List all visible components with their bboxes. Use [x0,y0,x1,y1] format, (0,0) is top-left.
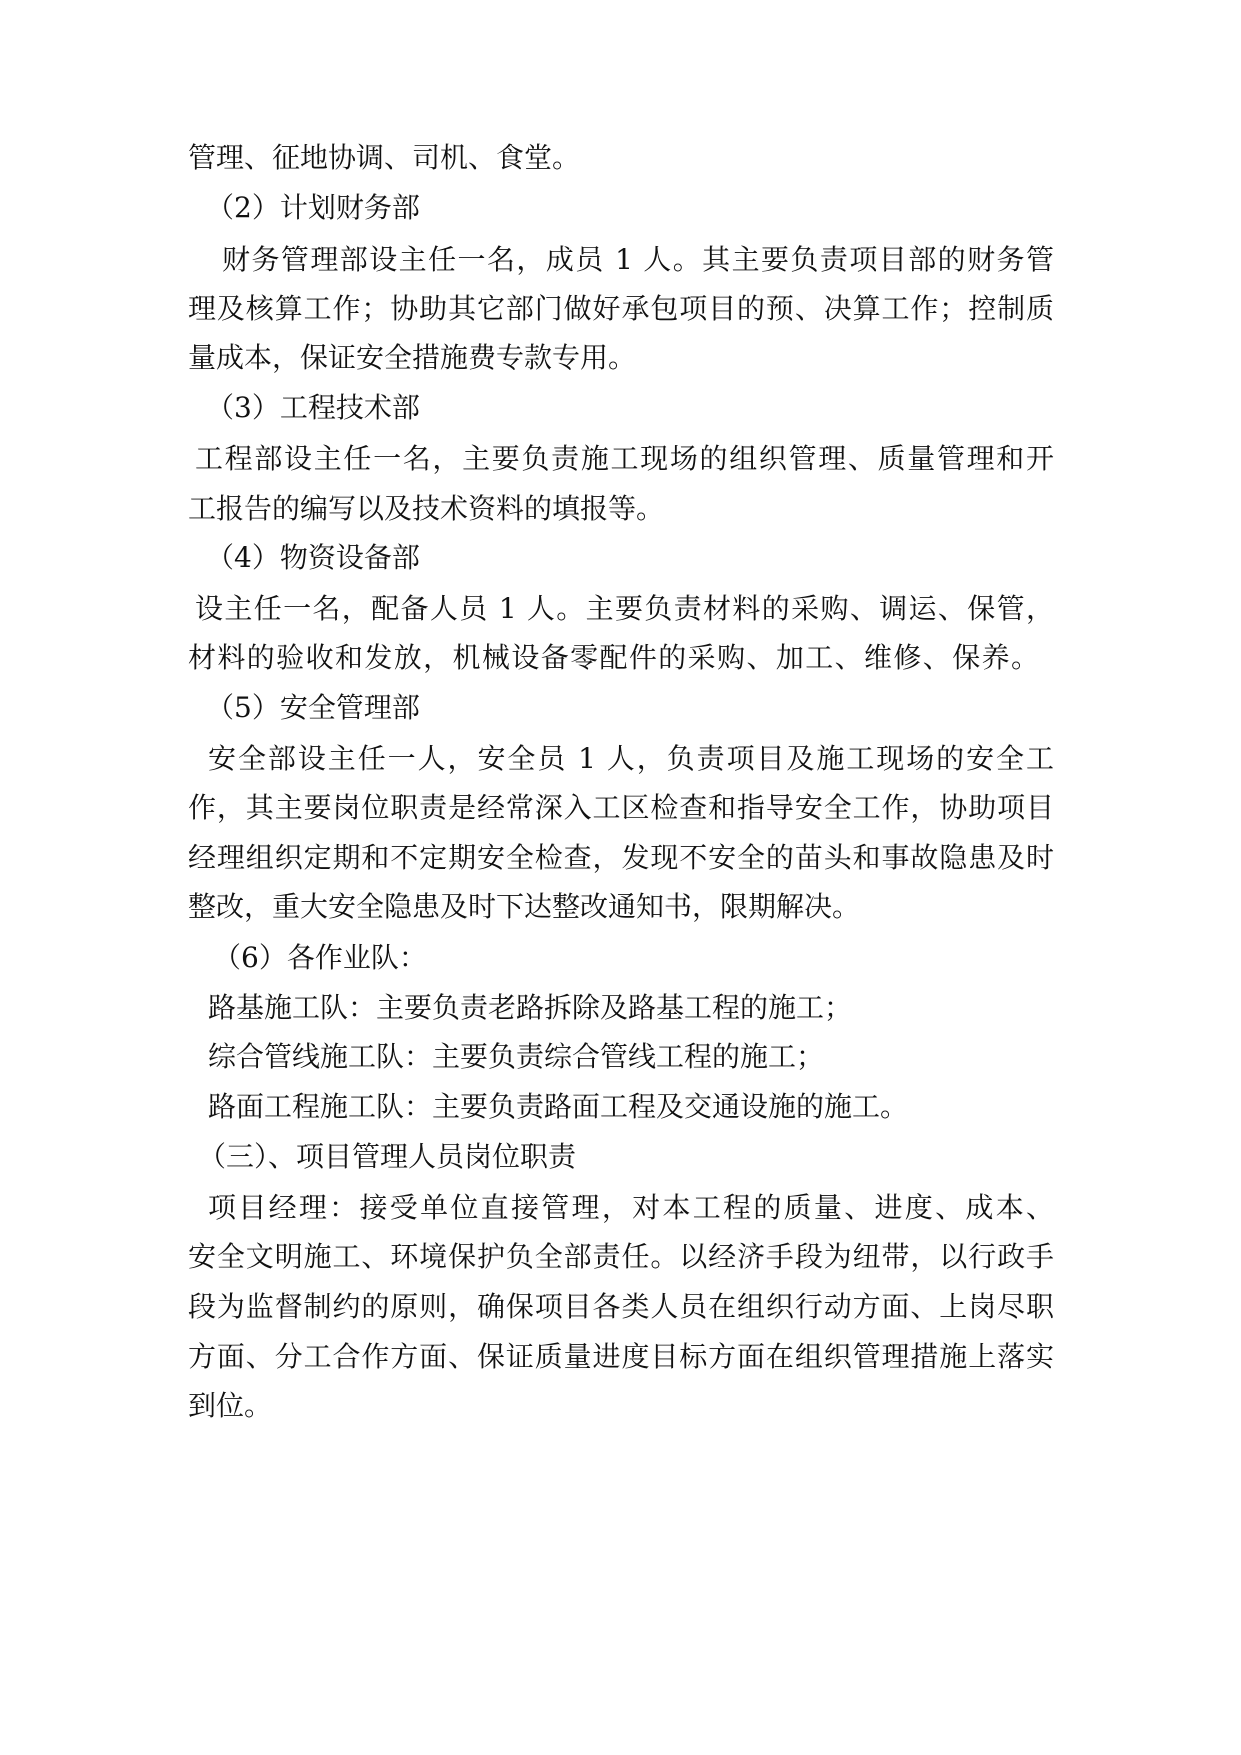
text-line-19: 综合管线施工队：主要负责综合管线工程的施工； [208,1040,825,1073]
text-line-14: 作，其主要岗位职责是经常深入工区检查和指导安全工作，协助项目 [188,791,1054,824]
section-heading-work-teams: （6）各作业队： [213,941,427,974]
text-line-25: 方面、分工合作方面、保证质量进度目标方面在组织管理措施上落实 [188,1340,1054,1373]
text-line-11: 材料的验收和发放，机械设备零配件的采购、加工、维修、保养。 [188,641,1039,674]
text-line-3: 财务管理部设主任一名，成员 1 人。其主要负责项目部的财务管 [222,243,1054,276]
text-line-4: 理及核算工作；协助其它部门做好承包项目的预、决算工作；控制质 [188,292,1054,325]
text-line-8: 工报告的编写以及技术资料的填报等。 [188,492,665,525]
text-line-15: 经理组织定期和不定期安全检查，发现不安全的苗头和事故隐患及时 [188,841,1054,874]
text-line-7: 工程部设主任一名，主要负责施工现场的组织管理、质量管理和开 [195,442,1054,475]
section-heading-engineering: （3）工程技术部 [206,391,420,424]
text-line-24: 段为监督制约的原则，确保项目各类人员在组织行动方面、上岗尽职 [188,1290,1054,1323]
section-heading-materials: （4）物资设备部 [206,541,420,574]
section-heading-safety: （5）安全管理部 [206,691,420,724]
text-line-5: 量成本，保证安全措施费专款专用。 [188,341,637,374]
text-line-18: 路基施工队：主要负责老路拆除及路基工程的施工； [208,991,853,1024]
text-line-10: 设主任一名，配备人员 1 人。主要负责材料的采购、调运、保管， [195,592,1054,625]
text-line-1: 管理、征地协调、司机、食堂。 [188,141,581,174]
text-line-13: 安全部设主任一人，安全员 1 人，负责项目及施工现场的安全工 [208,742,1054,775]
section-heading-responsibilities: （三）、项目管理人员岗位职责 [198,1140,577,1173]
text-line-23: 安全文明施工、环境保护负全部责任。以经济手段为纽带，以行政手 [188,1240,1054,1273]
text-line-22: 项目经理：接受单位直接管理，对本工程的质量、进度、成本、 [208,1191,1054,1224]
text-line-16: 整改，重大安全隐患及时下达整改通知书，限期解决。 [188,890,861,923]
text-line-20: 路面工程施工队：主要负责路面工程及交通设施的施工。 [208,1090,909,1123]
text-line-26: 到位。 [188,1389,273,1422]
section-heading-finance: （2）计划财务部 [206,191,420,224]
